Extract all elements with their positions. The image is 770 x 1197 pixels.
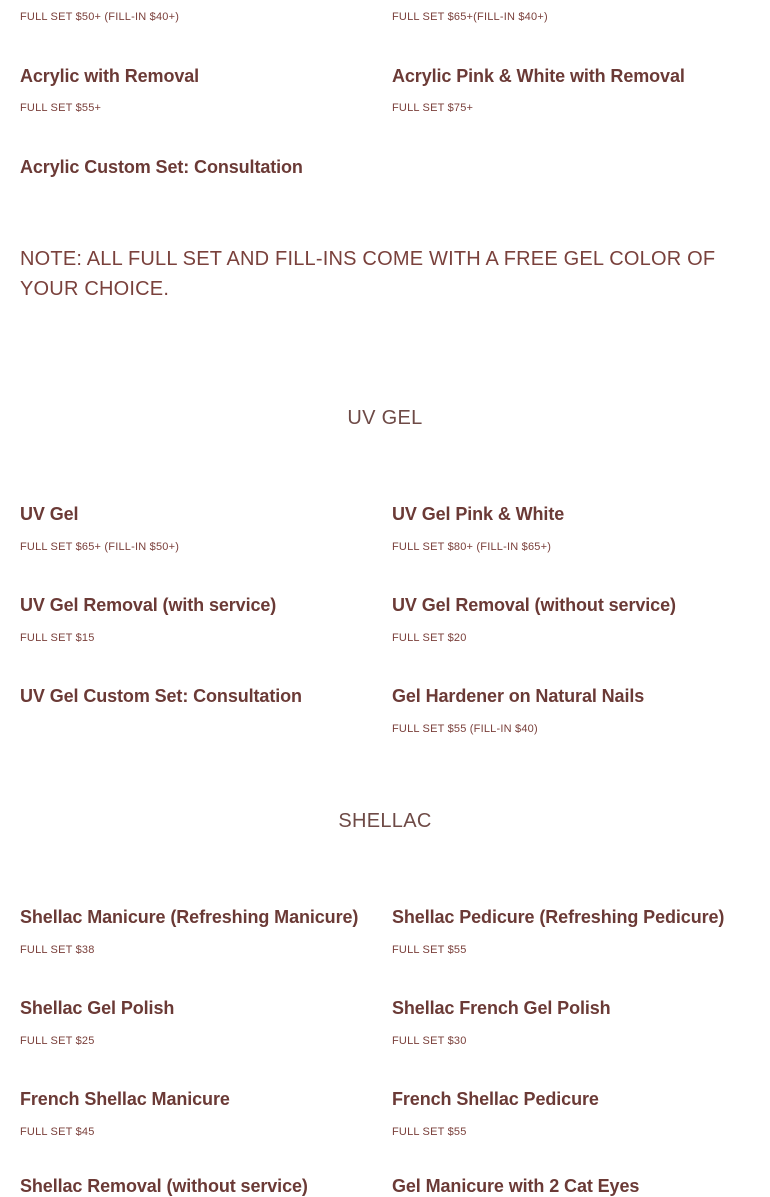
service-price: FULL SET $55 <box>392 944 467 956</box>
service-price: FULL SET $50+ (FILL-IN $40+) <box>20 11 180 23</box>
service-name: Acrylic Pink & White with Removal <box>392 66 685 86</box>
service-price: FULL SET $15 <box>20 632 95 644</box>
service-name: Shellac Removal (without service) <box>20 1176 308 1196</box>
service-price: FULL SET $45 <box>20 1126 95 1138</box>
service-name: UV Gel Removal (with service) <box>20 595 277 615</box>
service-name: Acrylic with Removal <box>20 66 200 86</box>
service-name: Shellac Pedicure (Refreshing Pedicure) <box>392 907 725 927</box>
service-price: FULL SET $75+ <box>392 102 474 114</box>
service-name: French Shellac Manicure <box>20 1089 230 1109</box>
section-title-uv-gel: UV GEL <box>347 407 423 429</box>
service-name: Gel Manicure with 2 Cat Eyes <box>392 1176 640 1196</box>
service-price: FULL SET $65+ (FILL-IN $50+) <box>20 541 180 553</box>
service-name: UV Gel <box>20 504 79 524</box>
section-title-shellac: SHELLAC <box>338 810 432 832</box>
service-name: UV Gel Custom Set: Consultation <box>20 686 302 706</box>
service-price: FULL SET $55 <box>392 1126 467 1138</box>
service-price: FULL SET $25 <box>20 1035 95 1047</box>
service-name: Shellac Manicure (Refreshing Manicure) <box>20 907 359 927</box>
service-name: Shellac Gel Polish <box>20 998 175 1018</box>
service-name: Gel Hardener on Natural Nails <box>392 686 645 706</box>
service-name: Shellac French Gel Polish <box>392 998 611 1018</box>
service-price: FULL SET $30 <box>392 1035 467 1047</box>
service-name: Acrylic Custom Set: Consultation <box>20 157 303 177</box>
service-price: FULL SET $55+ <box>20 102 102 114</box>
service-price: FULL SET $38 <box>20 944 95 956</box>
service-name: French Shellac Pedicure <box>392 1089 599 1109</box>
service-price: FULL SET $55 (FILL-IN $40) <box>392 723 538 735</box>
service-name: UV Gel Removal (without service) <box>392 595 676 615</box>
promo-note: NOTE: ALL FULL SET AND FILL-INS COME WITH A FREE GEL COLOR OF YOUR CHOICE. <box>20 248 716 300</box>
service-name: UV Gel Pink & White <box>392 504 565 524</box>
service-price: FULL SET $80+ (FILL-IN $65+) <box>392 541 552 553</box>
service-price: FULL SET $65+(FILL-IN $40+) <box>392 11 548 23</box>
service-price: FULL SET $20 <box>392 632 467 644</box>
